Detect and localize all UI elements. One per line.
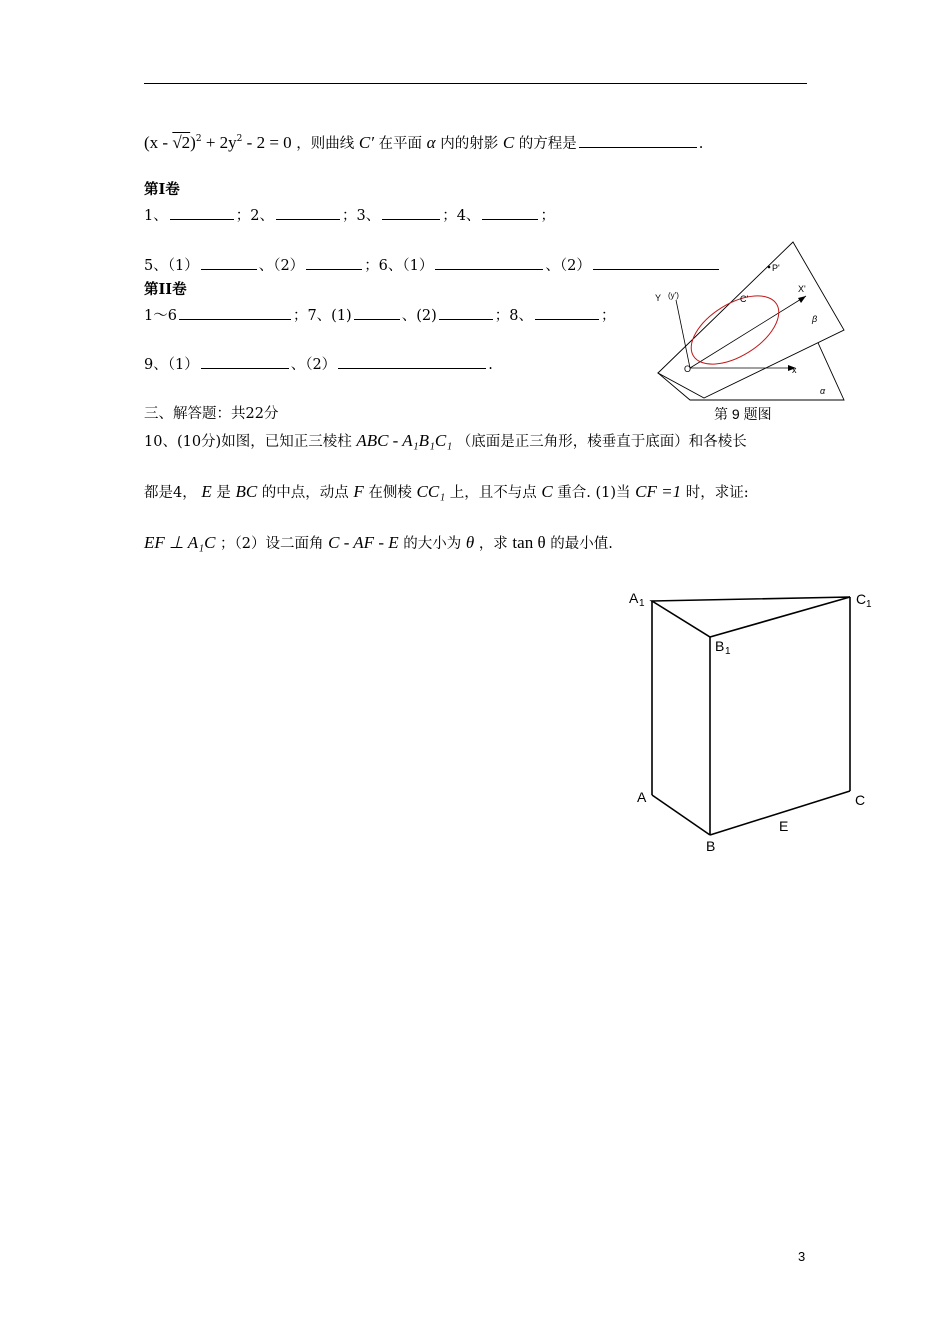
math-dihedral: C - AF - E — [328, 533, 399, 552]
text-is: 是 — [216, 485, 231, 501]
problem10-intro: 10、(10分)如图，已知正三棱柱 — [144, 434, 352, 450]
q4-end: ； — [540, 208, 555, 224]
math-cc1: CC₁ — [416, 482, 446, 501]
label-c1: C — [856, 591, 867, 607]
equation-exp2: 2 — [236, 134, 243, 144]
q8-end: ； — [601, 308, 616, 324]
q2-blank[interactable] — [276, 207, 340, 220]
q9-1-blank[interactable] — [201, 356, 289, 369]
q7-1-blank[interactable] — [354, 307, 400, 320]
label-c: C — [855, 792, 866, 808]
label-a: A — [637, 789, 647, 805]
prism-name: ABC - A₁B₁C₁ — [356, 431, 453, 450]
math-c: C — [541, 482, 553, 501]
q5-1-blank[interactable] — [201, 257, 257, 270]
figure9-caption: 第 9 题图 — [714, 406, 772, 422]
q7-2-blank[interactable] — [439, 307, 493, 320]
period: . — [698, 136, 704, 152]
text-projection: 内的射影 — [440, 136, 499, 152]
text-dihedral: ；（2）设二面角 — [220, 536, 324, 552]
label-beta: β — [812, 314, 818, 324]
problem10-line1 — [144, 430, 747, 451]
section1-row1 — [144, 204, 555, 225]
math-cf: CF =1 — [635, 482, 682, 501]
plane-alpha: α — [426, 133, 436, 152]
section2-title: 第II卷 — [144, 281, 187, 298]
math-e: E — [201, 482, 212, 501]
q1-6-blank[interactable] — [179, 307, 291, 320]
equation-close: ) — [190, 133, 196, 152]
label-c1-sub: 1 — [866, 599, 872, 610]
curve-c-prime: C′ — [358, 133, 374, 152]
label-x: x — [792, 365, 797, 375]
answer-blank[interactable] — [579, 135, 697, 148]
label-cprime: C' — [740, 294, 749, 304]
equation-exp1: 2 — [195, 134, 202, 144]
section2-row2 — [144, 353, 493, 374]
q2-label: ；2、 — [235, 208, 274, 224]
text-in-plane: 在平面 — [378, 136, 423, 152]
label-o: O — [684, 364, 692, 374]
text-find: ，求 — [478, 536, 508, 552]
label-xprime: X' — [798, 284, 806, 294]
q7-label: ；7、(1) — [292, 308, 352, 324]
label-a1-sub: 1 — [639, 598, 645, 609]
prism-figure — [620, 585, 890, 860]
problem10-intro-rest: （底面是正三角形，棱垂直于底面）和各棱长 — [456, 434, 747, 450]
figure9-diagram — [648, 238, 848, 428]
text-on-edge: 在侧棱 — [368, 485, 412, 501]
q3-label: ；3、 — [341, 208, 381, 224]
math-bc: BC — [235, 482, 258, 501]
q3-blank[interactable] — [382, 207, 440, 220]
label-alpha: α — [820, 386, 826, 396]
q8-label: ；8、 — [494, 308, 533, 324]
text-not-coincide: 上，且不与点 — [449, 485, 537, 501]
problem10-line2 — [144, 481, 749, 502]
text-size: 的大小为 — [403, 536, 462, 552]
page-number: 3 — [798, 1249, 806, 1264]
q7-mid: 、(2) — [401, 308, 437, 324]
text-then-curve: ，则曲线 — [296, 136, 355, 152]
q9-label: 9、（1） — [144, 357, 199, 373]
section1-title: 第I卷 — [144, 181, 180, 198]
q9-mid: 、（2） — [290, 357, 337, 373]
math-theta: θ — [465, 533, 475, 552]
math-perp: EF ⊥ A₁C — [144, 533, 216, 552]
label-y: Y — [655, 293, 662, 303]
equation-rest: - 2 = 0 — [242, 133, 292, 152]
prism-top-face — [652, 597, 850, 637]
label-b: B — [706, 838, 716, 854]
equation-open: (x - — [144, 133, 173, 152]
q5-2-blank[interactable] — [306, 257, 362, 270]
label-b1-sub: 1 — [725, 646, 731, 657]
q9-2-blank[interactable] — [338, 356, 486, 369]
section1-row2 — [144, 254, 721, 275]
curve-c: C — [502, 133, 515, 152]
label-p: P' — [772, 263, 780, 273]
problem10-line3 — [144, 532, 613, 553]
q9-end: . — [488, 357, 493, 373]
math-tan-theta: tan θ — [512, 533, 546, 552]
label-e: E — [779, 818, 789, 834]
text-coincide-when: 重合. (1)当 — [557, 485, 631, 501]
top-equation-line — [144, 132, 703, 153]
q6-1-blank[interactable] — [435, 257, 543, 270]
label-b1: B — [715, 638, 725, 654]
text-midpoint: 的中点，动点 — [261, 485, 349, 501]
edge-ab — [652, 795, 710, 835]
math-f: F — [353, 482, 364, 501]
q6-mid: 、（2） — [545, 258, 591, 274]
text-minimum: 的最小值. — [550, 536, 613, 552]
label-yprime: (y') — [668, 291, 679, 300]
point-p — [768, 266, 771, 269]
q6-label: ；6、（1） — [364, 258, 434, 274]
text-prove: 时，求证: — [685, 485, 749, 501]
q5-mid: 、（2） — [258, 258, 305, 274]
text-equation-is: 的方程是 — [518, 136, 577, 152]
q5-label: 5、（1） — [144, 258, 199, 274]
solve-title: 三、解答题：共22分 — [144, 406, 279, 422]
header-rule — [144, 83, 807, 84]
equation-sqrt: √2 — [172, 133, 191, 152]
q1-blank[interactable] — [170, 207, 234, 220]
equation-plus: + 2y — [201, 133, 237, 152]
q4-blank[interactable] — [482, 207, 538, 220]
label-a1: A — [629, 590, 639, 606]
q8-blank[interactable] — [535, 307, 599, 320]
q1-6-label: 1～6 — [144, 308, 177, 324]
text-all-4: 都是4， — [144, 485, 197, 501]
section2-row1 — [144, 304, 616, 325]
q4-label: ；4、 — [442, 208, 481, 224]
q1-label: 1、 — [144, 208, 168, 224]
